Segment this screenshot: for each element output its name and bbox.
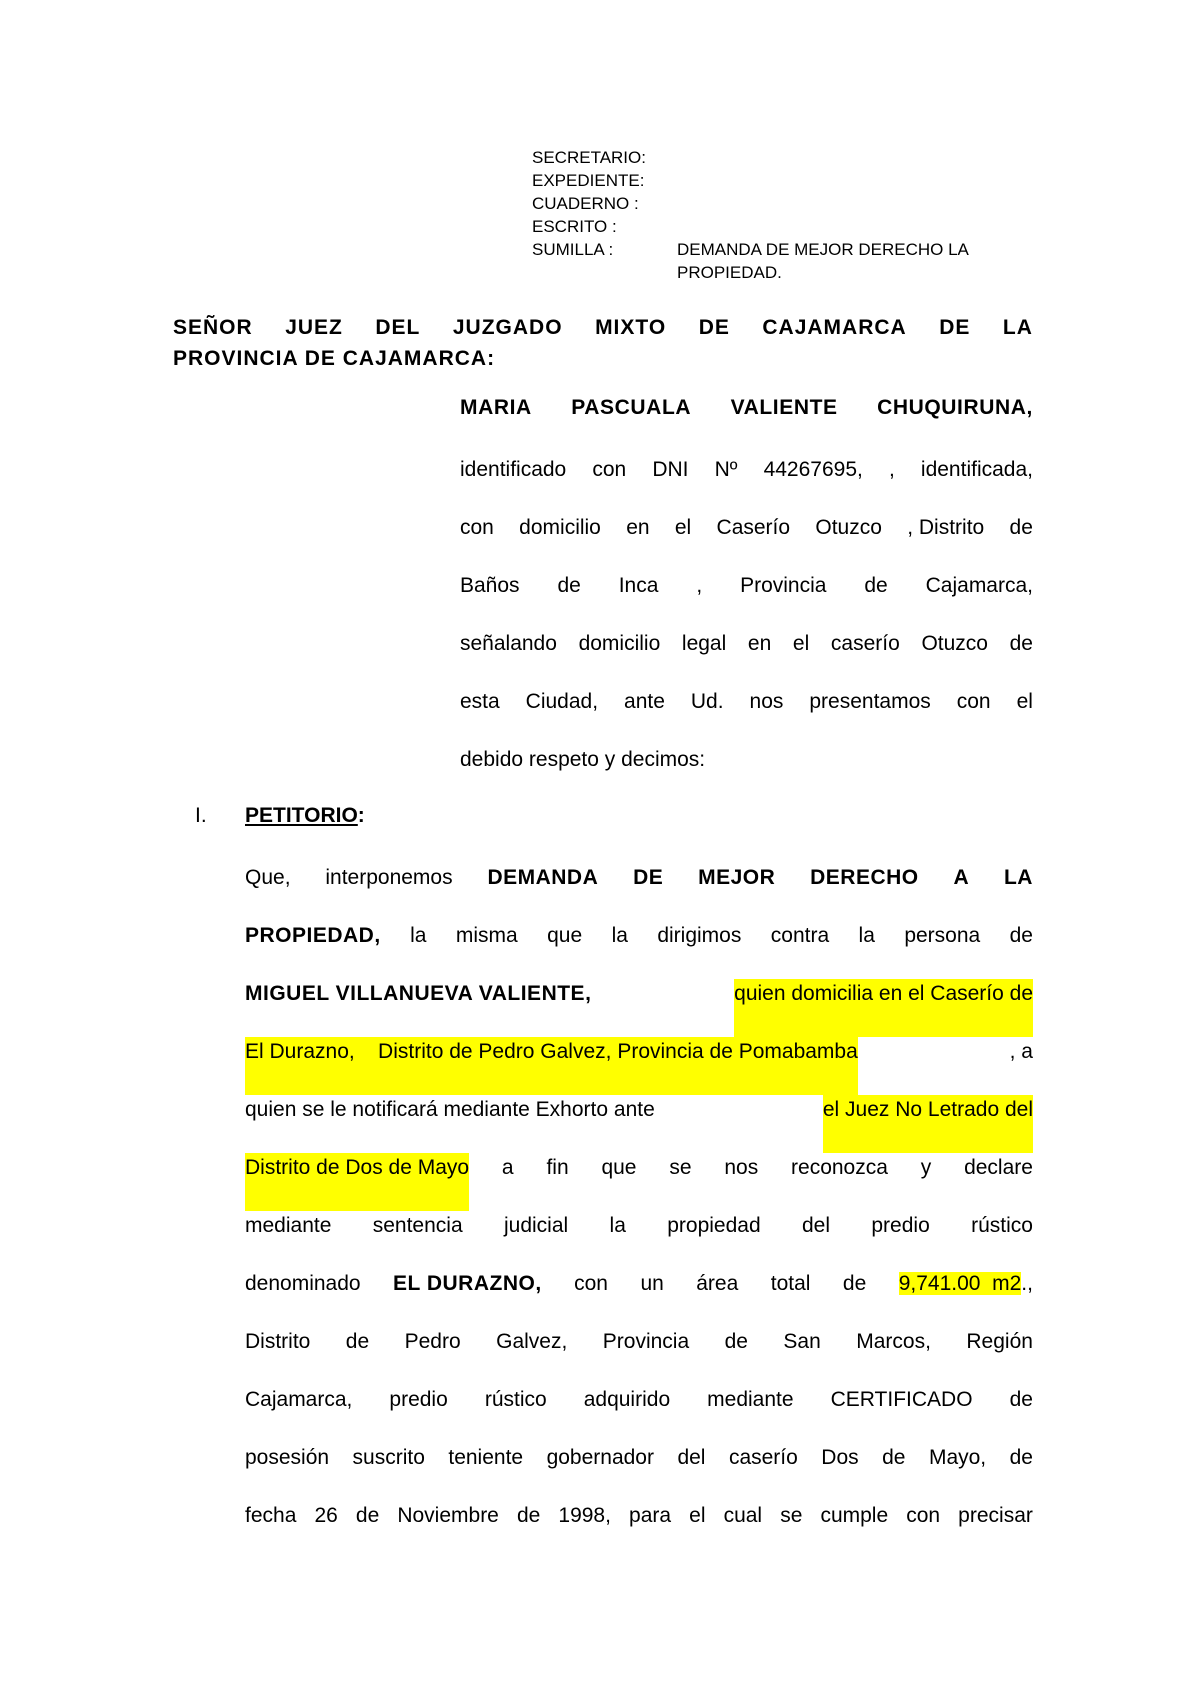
escrito-label: ESCRITO : (532, 217, 617, 236)
word: Inca (618, 574, 659, 597)
word: Galvez, (496, 1330, 568, 1353)
petitorio-line-3 (245, 979, 1033, 1037)
word: misma (455, 924, 518, 947)
word: se (669, 1156, 692, 1179)
word: DEMANDA (487, 866, 599, 889)
word: , (696, 574, 703, 597)
word: con (574, 1272, 608, 1295)
word: de (842, 1272, 867, 1295)
word: Nº (714, 458, 738, 481)
word: nos (749, 690, 784, 713)
word: VALIENTE (730, 396, 838, 419)
word: de (864, 574, 888, 597)
word: Región (966, 1330, 1033, 1353)
word: judicial (503, 1214, 569, 1237)
word: la (858, 924, 875, 947)
word: 26 (314, 1504, 338, 1527)
word: de (355, 1504, 380, 1527)
defendant-name: MIGUEL VILLANUEVA VALIENTE, (245, 982, 592, 1005)
word: de (1009, 924, 1033, 947)
word: posesión (245, 1446, 330, 1469)
word: DNI (652, 458, 689, 481)
word: en (626, 516, 650, 539)
word: Noviembre (397, 1504, 499, 1527)
word: predio (389, 1388, 448, 1411)
word: precisar (958, 1504, 1033, 1527)
word: interponemos (325, 866, 453, 889)
intro-line-1 (460, 455, 1033, 513)
word: Otuzco (815, 516, 882, 539)
word: el (689, 1504, 706, 1527)
word: Caserío (716, 516, 791, 539)
cuaderno-label: CUADERNO : (532, 194, 639, 213)
word: CAJAMARCA (762, 316, 907, 339)
word: ante (624, 690, 665, 713)
word: rústico (484, 1388, 547, 1411)
word: con (906, 1504, 941, 1527)
secretario-label: SECRETARIO: (532, 148, 646, 167)
word: JUZGADO (452, 316, 563, 339)
section-title-text: PETITORIO (245, 804, 358, 827)
word: con (592, 458, 627, 481)
word: San (783, 1330, 821, 1353)
word: declare (964, 1156, 1033, 1179)
word: Distrito (245, 1330, 311, 1353)
property-name: EL DURAZNO, (393, 1272, 542, 1295)
word: mediante (707, 1388, 794, 1411)
petitorio-line-11 (245, 1443, 1033, 1501)
word: Pedro (404, 1330, 461, 1353)
word: Provincia (602, 1330, 690, 1353)
section-number: I. (195, 804, 207, 827)
word: LA (1002, 316, 1033, 339)
word: teniente (448, 1446, 524, 1469)
petitorio-line-2 (245, 921, 1033, 979)
word: nos (724, 1156, 759, 1179)
intro-line-3 (460, 571, 1033, 629)
intro-line-4 (460, 629, 1033, 687)
word: 44267695, (763, 458, 863, 481)
word: esta (460, 690, 500, 713)
word: un (640, 1272, 664, 1295)
word: fin (546, 1156, 569, 1179)
word: SEÑOR (173, 316, 253, 339)
word: MARIA (460, 396, 532, 419)
word: 1998, (558, 1504, 611, 1527)
word: área (696, 1272, 739, 1295)
highlighted-text: quien domicilia en el Caserío de (734, 979, 1033, 1037)
section-title (245, 804, 365, 828)
word: rústico (971, 1214, 1033, 1237)
word: presentamos (809, 690, 931, 713)
word: de (1009, 1388, 1033, 1411)
intro-line-6 (460, 745, 1033, 803)
word: DERECHO (810, 866, 919, 889)
word: de (345, 1330, 370, 1353)
word: propiedad (667, 1214, 761, 1237)
petitorio-line-8 (245, 1269, 1033, 1327)
petitorio-body (245, 863, 1033, 1559)
word: con (460, 516, 494, 539)
word: la (609, 1214, 626, 1237)
word: total (770, 1272, 811, 1295)
word: predio (871, 1214, 930, 1237)
petitorio-line-7 (245, 1211, 1033, 1269)
highlighted-text: Distrito de Dos de Mayo (245, 1153, 469, 1211)
word: Marcos, (856, 1330, 931, 1353)
petitorio-line-4 (245, 1037, 1033, 1095)
word: identificada, (920, 458, 1033, 481)
text: , a (1009, 1040, 1033, 1063)
word: MEJOR (698, 866, 776, 889)
word: cual (723, 1504, 763, 1527)
word: del (802, 1214, 831, 1237)
plaintiff-intro (460, 396, 1033, 803)
word: identificado (460, 458, 567, 481)
word: con (956, 690, 991, 713)
word: cumple (820, 1504, 889, 1527)
word: MIXTO (595, 316, 667, 339)
word: que (601, 1156, 637, 1179)
text: quien se le notificará mediante Exhorto ante (245, 1098, 655, 1121)
word: y (920, 1156, 932, 1179)
word: caserío (728, 1446, 798, 1469)
word: PASCUALA (571, 396, 692, 419)
word: Dos (821, 1446, 859, 1469)
petitorio-line-10 (245, 1385, 1033, 1443)
word: DE (633, 866, 664, 889)
word: Mayo, (928, 1446, 987, 1469)
petitorio-line-1 (245, 863, 1033, 921)
word: suscrito (352, 1446, 425, 1469)
word: CERTIFICADO (830, 1388, 973, 1411)
highlighted-text: El Durazno, Distrito de Pedro Galvez, Provincia de Pomabamba (245, 1037, 858, 1095)
word: el (674, 516, 692, 539)
word: persona (904, 924, 981, 947)
word: Baños (460, 574, 520, 597)
word: Provincia (740, 574, 827, 597)
word: reconozca (791, 1156, 888, 1179)
word: de (516, 1504, 541, 1527)
word: mediante (245, 1214, 332, 1237)
word: adquirido (583, 1388, 671, 1411)
word: de (882, 1446, 906, 1469)
word: el (792, 632, 810, 655)
word: LA (1003, 866, 1033, 889)
word: del (677, 1446, 706, 1469)
word: DE (698, 316, 730, 339)
sumilla-value: DEMANDA DE MEJOR DERECHO LA PROPIEDAD. (677, 240, 968, 282)
word: que (547, 924, 583, 947)
area-value (899, 1269, 1033, 1327)
word: el (1016, 690, 1033, 713)
word: A (953, 866, 970, 889)
sumilla-label: SUMILLA : (532, 240, 614, 259)
word: gobernador (546, 1446, 654, 1469)
addressee (173, 312, 1033, 374)
word: PROPIEDAD, (245, 924, 381, 947)
word: en (747, 632, 772, 655)
word: Ud. (690, 690, 724, 713)
highlighted-text: el Juez No Letrado del (823, 1095, 1033, 1153)
word: la (410, 924, 427, 947)
word: de (557, 574, 581, 597)
word: se (780, 1504, 803, 1527)
word: , Distrito (907, 516, 985, 539)
word: dirigimos (657, 924, 742, 947)
petitorio-line-6 (245, 1153, 1033, 1211)
word: DEL (375, 316, 421, 339)
word: domicilio (578, 632, 661, 655)
word: de (1009, 516, 1033, 539)
highlighted-text: 9,741.00 m2 (898, 1272, 1022, 1295)
text: debido respeto y decimos: (460, 748, 706, 771)
word: la (611, 924, 628, 947)
section-colon: : (357, 804, 365, 827)
word: DE (939, 316, 971, 339)
word: para (629, 1504, 672, 1527)
word: JUEZ (285, 316, 343, 339)
word: señalando (460, 632, 557, 655)
word: contra (770, 924, 830, 947)
word: caserío (830, 632, 900, 655)
intro-line-5 (460, 687, 1033, 745)
word: de (1009, 632, 1033, 655)
word: CHUQUIRUNA, (877, 396, 1033, 419)
word: a (501, 1156, 514, 1179)
word: Otuzco (921, 632, 988, 655)
word: de (724, 1330, 748, 1353)
word: Que, (245, 866, 291, 889)
expediente-label: EXPEDIENTE: (532, 171, 645, 190)
addressee-line-1 (173, 312, 1033, 343)
petitorio-line-12 (245, 1501, 1033, 1559)
word: fecha (245, 1504, 297, 1527)
word: denominado (245, 1272, 361, 1295)
word: Ciudad, (525, 690, 599, 713)
word: Cajamarca, (245, 1388, 353, 1411)
word: legal (681, 632, 727, 655)
addressee-line-2: PROVINCIA DE CAJAMARCA: (173, 347, 496, 370)
word: Cajamarca, (925, 574, 1033, 597)
word: domicilio (519, 516, 601, 539)
section-heading-petitorio (195, 804, 365, 828)
plaintiff-name (460, 396, 1033, 426)
intro-line-2 (460, 513, 1033, 571)
word: de (1009, 1446, 1033, 1469)
word: sentencia (372, 1214, 463, 1237)
petitorio-line-5 (245, 1095, 1033, 1153)
petitorio-line-9 (245, 1327, 1033, 1385)
text: ., (1021, 1272, 1033, 1295)
word: , (888, 458, 895, 481)
